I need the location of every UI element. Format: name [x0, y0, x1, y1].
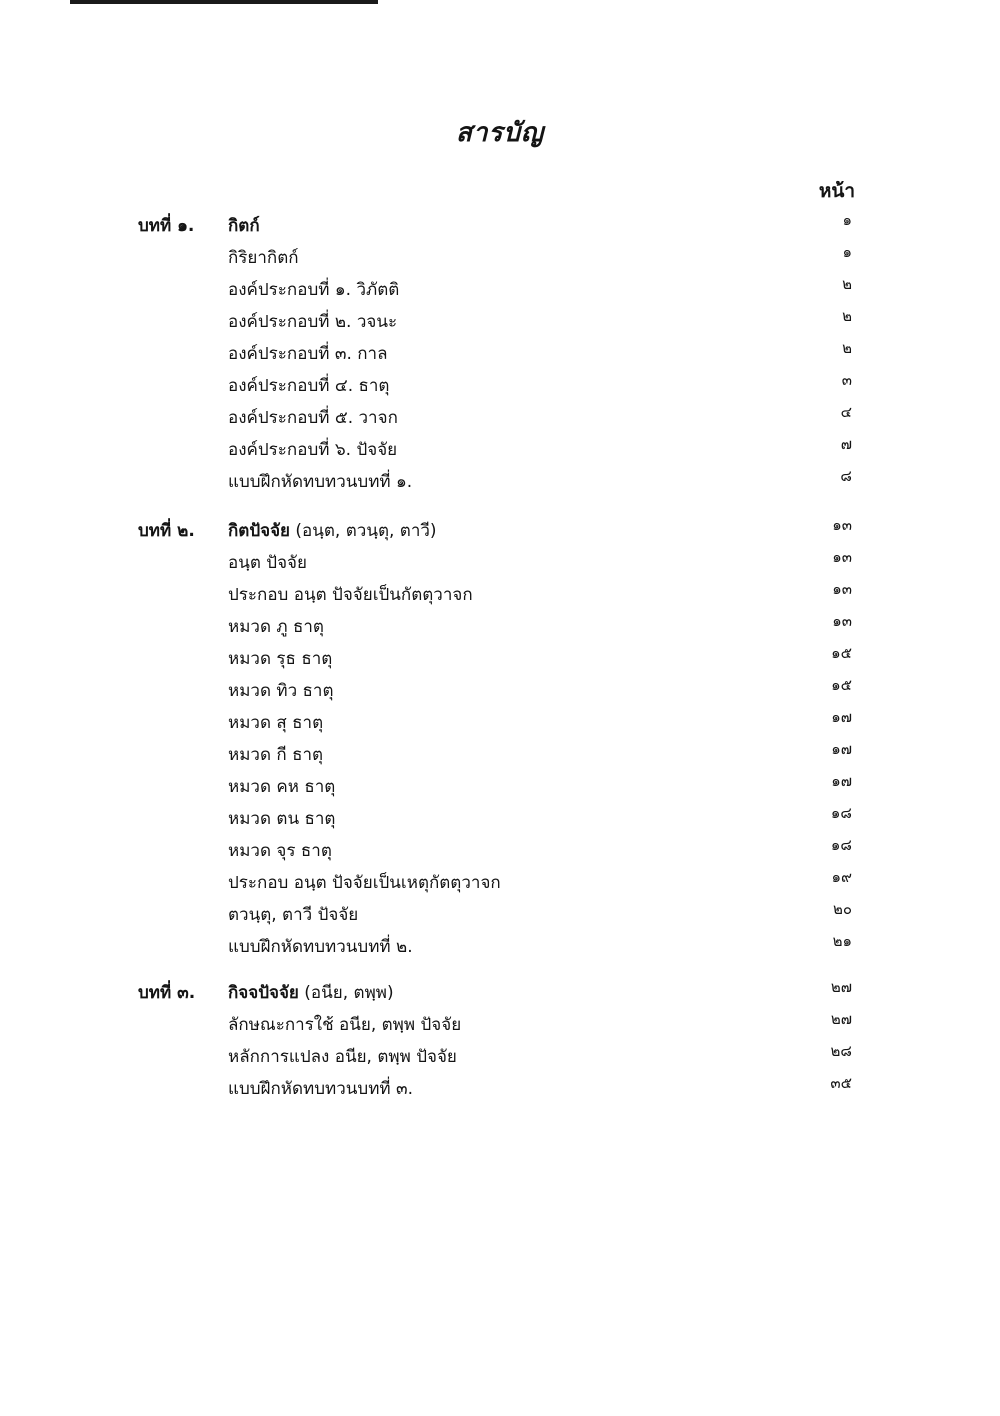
toc-entry-row: [0, 466, 1000, 498]
page-number: ๒: [842, 275, 852, 293]
toc-entry-text: องค์ประกอบที่ ๕. วาจก: [228, 408, 398, 428]
page-number: ๑๓: [832, 548, 852, 566]
toc-entry-text: หมวด กี ธาตุ: [228, 745, 324, 765]
page-number: ๒๗: [830, 1010, 852, 1028]
chapter-label: บทที่ ๒.: [138, 521, 195, 541]
chapter-title-note: (อนฺต, ตวนฺตุ, ตาวี): [295, 521, 437, 541]
page-number: ๑๓: [832, 516, 852, 534]
page-number: ๒๗: [830, 978, 852, 996]
toc-entry-text: ประกอบ อนฺต ปัจจัยเป็นกัตตุวาจก: [228, 585, 473, 605]
chapter-label: บทที่ ๑.: [138, 216, 195, 236]
toc-entry-row: [0, 1073, 1000, 1105]
chapter-heading: [228, 977, 394, 1009]
page-number: ๑๓: [832, 612, 852, 630]
toc-entry-text: ประกอบ อนฺต ปัจจัยเป็นเหตุกัตตุวาจก: [228, 873, 501, 893]
page-number: ๑๕: [831, 644, 852, 662]
toc-entry-row: [0, 931, 1000, 963]
page-number: ๓๕: [830, 1074, 852, 1092]
toc-entry-text: แบบฝึกหัดทบทวนบทที่ ๑.: [228, 472, 413, 492]
toc-entry-text: องค์ประกอบที่ ๖. ปัจจัย: [228, 440, 398, 460]
toc-entry-text: หมวด ตน ธาตุ: [228, 809, 336, 829]
page-number: ๓: [841, 371, 852, 389]
toc-entry-text: องค์ประกอบที่ ๑. วิภัตติ: [228, 280, 400, 300]
toc-entry-text: องค์ประกอบที่ ๒. วจนะ: [228, 312, 398, 332]
toc-entry-text: อนฺต ปัจจัย: [228, 553, 307, 573]
page-number: ๑๓: [832, 580, 852, 598]
toc-entry-text: กิริยากิตก์: [228, 248, 299, 268]
toc-entry-text: หมวด คห ธาตุ: [228, 777, 336, 797]
chapter-title: กิตปัจจัย: [228, 521, 291, 541]
page-number: ๒: [842, 339, 852, 357]
toc-entry-text: หมวด จุร ธาตุ: [228, 841, 332, 861]
chapter-title-note: (อนีย, ตพฺพ): [304, 983, 394, 1003]
page-number: ๗: [840, 435, 852, 453]
page-title: สารบัญ: [455, 118, 545, 148]
toc-entry-text: หมวด สุ ธาตุ: [228, 713, 324, 733]
page-number: ๒๘: [830, 1042, 852, 1060]
chapter-heading: [228, 210, 260, 242]
page-number: ๑๕: [831, 676, 852, 694]
page-number: ๑๗: [831, 708, 852, 726]
chapter-title: กิตก์: [228, 216, 260, 236]
chapter-title: กิจจปัจจัย: [228, 983, 299, 1003]
page-number: ๘: [840, 467, 852, 485]
page-number: ๑๘: [830, 836, 852, 854]
page-number: ๑๗: [831, 772, 852, 790]
page-number: ๑๘: [830, 804, 852, 822]
toc-entry-text: ตวนฺตุ, ตาวี ปัจจัย: [228, 905, 359, 925]
page-number: ๑: [842, 243, 852, 261]
toc-entry-text: องค์ประกอบที่ ๔. ธาตุ: [228, 376, 390, 396]
toc-entry-text: หมวด ภู ธาตุ: [228, 617, 324, 637]
toc-entry-text: แบบฝึกหัดทบทวนบทที่ ๓.: [228, 1079, 414, 1099]
toc-entry-text: หมวด รุธ ธาตุ: [228, 649, 333, 669]
page-column-header: หน้า: [818, 180, 855, 202]
page-number: ๑๗: [831, 740, 852, 758]
page-number: ๒๑: [832, 932, 852, 950]
toc-entry-text: ลักษณะการใช้ อนีย, ตพฺพ ปัจจัย: [228, 1015, 462, 1035]
page-number: ๑๙: [831, 868, 852, 886]
page-number: ๒๐: [832, 900, 852, 918]
toc-entry-text: องค์ประกอบที่ ๓. กาล: [228, 344, 388, 364]
page-number: ๒: [842, 307, 852, 325]
toc-entry-text: แบบฝึกหัดทบทวนบทที่ ๒.: [228, 937, 413, 957]
toc-entry-text: หลักการแปลง อนีย, ตพฺพ ปัจจัย: [228, 1047, 457, 1067]
chapter-label: บทที่ ๓.: [138, 983, 196, 1003]
chapter-heading: [228, 515, 437, 547]
page-number: ๑: [842, 211, 852, 229]
page-number: ๔: [840, 403, 852, 421]
toc-entry-text: หมวด ทิว ธาตุ: [228, 681, 334, 701]
